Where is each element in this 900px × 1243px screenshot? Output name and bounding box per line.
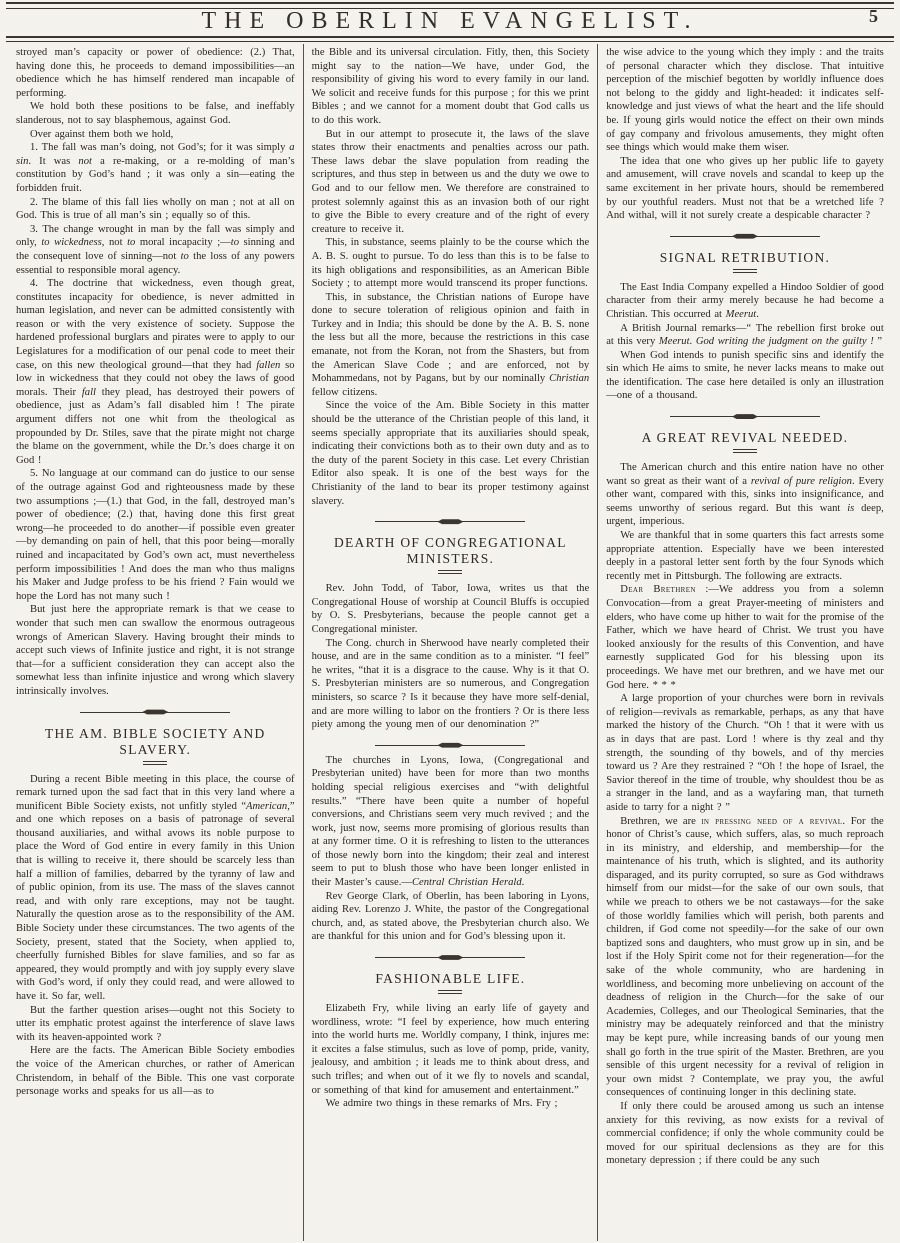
paragraph: If only there could be aroused among us such an intense anxiety for this reviving, as now exists for a revival of commercial confidence; if only the whole community could be moved for our spiritual declensions as they are for this monetary depression ; if there could be any such — [606, 1100, 884, 1167]
newspaper-title: THE OBERLIN EVANGELIST. — [201, 8, 699, 34]
page-number: 5 — [869, 6, 878, 26]
section-divider-rule — [80, 708, 230, 717]
paragraph: Rev George Clark, of Oberlin, has been laboring in Lyons, aiding Rev. Lorenzo J. White, the pastor of the Congregational church, and, as stated above, the Presbyterian church also. We are thankful for this union and for God’s blessing upon it. — [311, 890, 590, 943]
heading-underline-rule — [438, 570, 462, 574]
divider-ornament-icon — [142, 709, 168, 715]
heading-underline-rule — [733, 269, 757, 273]
paragraph: We admire two things in these remarks of Mrs. Fry ; — [325, 1098, 558, 1110]
article-heading: THE AM. BIBLE SOCIETY AND SLAVERY. — [44, 725, 266, 757]
column-container — [8, 44, 892, 1241]
paragraph: During a recent Bible meeting in this place, the course of remark turned upon the sad fact that in this very land where a munificent Bible Society exists, not unfitly styled “American,” and one which reposes on a basis of patronage of several thousand auxiliaries, and withal avows its noble purpose to place the Word of God entire in every family in this Union that is willing to receive it, there should be scarcely less than half a million of families, debarred by the tyranny of law and of public opinion, from its use. The mass of the slaves cannot read, and with only rare exceptions, may not be taught. Naturally the question arose as to the responsibility of the AM. Bible Society under these circumstances. The two agents of the Society, present, stated that the Society, when applied to, cheerfully furnished Bibles for slave families, and so far as appeared, they would promptly and with joy supply every slave with God’s word, if only they could read, and were allowed to have it. So far, well. — [16, 773, 295, 1002]
paragraph: Here are the facts. The American Bible Society embodies the voice of the American churches, or rather of American Christendom, in behalf of the Bible. This one vast corporate personage works and speaks for us all—as to — [16, 1045, 295, 1098]
heading-underline-rule — [143, 761, 167, 765]
masthead-bottom-rule — [6, 36, 894, 42]
section-divider-rule — [670, 412, 820, 421]
article-heading: FASHIONABLE LIFE. — [375, 971, 526, 987]
paragraph: When God intends to punish specific sins and identify the sin which He aims to smite, he never lacks means to make out the identification. The case here detailed is only an illustration—one of a thousand. — [606, 349, 884, 402]
paragraph: A large proportion of your churches were born in revivals of religion—revivals as remarkable, perhaps, as any that have marked the history of the Church. “Oh ! that it were with us as in days that are past. Lord ! where is thy zeal and thy strength, the sounding of thy bowels, and of thy mercies toward us ? Are they restrained ? “Oh ! the hope of Israel, the Savior thereof in the time of trouble, why shouldest thou be as a stranger in the land, and as a wayfaring man, that turneth aside to tarry for a night ? ” — [606, 693, 884, 813]
paragraph: 3. The change wrought in man by the fall was simply and only, to wickedness, not to moral incapacity ;—to sinning and the consequent love of sinning—not to the loss of any powers essential to responsible moral agency. — [16, 223, 295, 276]
paragraph: But the farther question arises—ought not this Society to utter its emphatic protest against the interference of slave laws with its heaven-appointed work ? — [16, 1004, 295, 1043]
paragraph: We are thankful that in some quarters this fact arrests some appropriate attention. Especially have we been interested deeply in a pastoral letter sent forth by the four Synods which recently met in Pittsburgh. The following are extracts. — [606, 530, 884, 582]
heading-underline-rule — [733, 449, 757, 453]
paragraph: But in our attempt to prosecute it, the laws of the slave states throw their enactments and penalties across our path. These laws debar the slave population from reading the scriptures, and thus step in between us and the duty we owe to God and to our fellow men. We therefore are constrained to protest solemnly against this as an invasion both of our right to give the Bible to every creature and of the right of every creature to receive it. — [311, 128, 590, 235]
column-1 — [8, 44, 303, 1241]
paragraph: The American church and this entire nation have no other want so great as their want of a revival of pure religion. Every other want, compared with this, sinks into insignificance, and seems unworthy of serious regard. But this want is deep, urgent, imperious. — [606, 462, 884, 528]
divider-ornament-icon — [732, 233, 758, 239]
section-divider-rule — [375, 741, 525, 750]
article-heading: SIGNAL RETRIBUTION. — [659, 249, 831, 265]
divider-ornament-icon — [437, 519, 463, 525]
paragraph: The East India Company expelled a Hindoo Soldier of good character from their army merely because he had become a Christian. This occurred at Meerut. — [606, 281, 884, 320]
masthead — [0, 8, 900, 36]
heading-underline-rule — [438, 990, 462, 994]
divider-ornament-icon — [732, 414, 758, 420]
paragraph: 1. The fall was man’s doing, not God’s; for it was simply a sin. It was not a re-making, or a re-molding of man’s constitution by God’s hand ; it was only a sin—eating the forbidden fruit. — [16, 142, 295, 194]
paragraph: the wise advice to the young which they imply : and the traits of personal character which they disclose. That intuitive perception of the mischief begotten by worldly influence does not belong to the giddy and light-headed: it indicates self-knowledge and just views of what the heart and the life should be. If young girls would notice the effect on their own minds of gay company and frivolous amusements, they might often see things which would make them wiser. — [606, 47, 884, 154]
divider-ornament-icon — [437, 742, 463, 748]
section-divider-rule — [375, 953, 525, 962]
paragraph: Since the voice of the Am. Bible Society in this matter should be the utterance of the Christian people of this land, it seems specially appropriate that its auxiliaries should speak, indicating their convictions both as to their own duty and as to the duty of the parent Society in this case. Let every Christian Editor also speak. It is one of the best ways for the Christianity of the land to bear its proper testimony against slavery. — [311, 400, 590, 507]
column-3 — [597, 44, 892, 1241]
paragraph: 4. The doctrine that wickedness, even though great, constitutes incapacity for obedience, is never admitted in human legislation, and never can be admitted consistently with reason or with the very existence of society. Suppose the hardened professional burglars and pirates were to apply to our Legislatures for a modification of our penal code to meet their case, on this new theological ground—that they had fallen so low in wickedness that they could not obey the laws of good morals. Their fall they plead, has destroyed their powers of obedience, just as Adam’s fall disabled him ! The pirate argument differs not one whit from the theological as propounded by Dr. Stiles, save that the pirate might not charge the blame on the government, while the Dr.’s does charge it on God ! — [16, 278, 295, 466]
paragraph: We hold both these positions to be false, and ineffably slanderous, not to say blasphemous, against God. — [16, 101, 295, 126]
section-divider-rule — [375, 517, 525, 526]
section-divider-rule — [670, 232, 820, 241]
paragraph: This, in substance, seems plainly to be the course which the A. B. S. ought to pursue. To do less than this is to be false to its high obligations and responsibilities, as an American Bible Society ; to attempt more would transcend its proper functions. — [311, 237, 590, 290]
article-heading: DEARTH OF CONGREGATIONAL MINISTERS. — [333, 535, 567, 567]
paragraph: Brethren, we are in pressing need of a revival. For the honor of Christ’s cause, which suffers, alas, so much reproach in its ministry, and eldership, and membership—for the maintenance of his truth, which is slighted, and its authority disparaged, and its purity corrupted, so sure as God withdraws himself from our midst—for the sake of our own souls, that while we preach to others we be not castaways—for the sake of those worldly families which will perish, both parents and children, if God come not speedily—for the sake of our own baptized sons and daughters, who must grow up in sin, and be lost if the Holy Spirit come not for their regeneration—for the sake of the whole community, who are hardening in worldliness, and becoming more unbelieving on account of the deadness of religion in the Church—for the sake of our Academies, Colleges, and our Theological Seminaries, that the ministry may be adequately reinforced and that the ministry may be kept pure, while increasing bands of our young men shall go forth in the true spirit of the Master. Brethren, are you sensible of this urgent necessity for a revival of religion in your own midst ? Contemplate, we pray you, the awful consequences of continuing longer in this declining state. — [606, 815, 884, 1099]
paragraph: 5. No language at our command can do justice to our sense of the outrage against God and righteousness made by these two assumptions ;—(1.) that God, in the fall, destroyed man’s power of obedience; (2.) that, having done this first great wrong—he proceeded to do another—if possible even greater—by demanding on pain of hell, that this poor being—morally ruined and incapacitated by God’s own act, must nevertheless perform impossibilities ! And does the man who thus maligns his Maker and Judge profess to be his friend ? Fain would we hope the Lord has not many such ! — [16, 468, 295, 602]
paragraph: But just here the appropriate remark is that we cease to wonder that such men can swallow the enormous outrageous wrongs of American Slavery. Having brought their minds to accept such views of Infinite justice and right, it is not strange that—for a sufficient consideration they can accept also the somewhat less than infinite injustice and wrong which slavery intrinsically involves. — [16, 604, 295, 697]
paragraph: The churches in Lyons, Iowa, (Congregational and Presbyterian united) have been for more than two months holding special religious exercises and “with delightful results.” “There have been quite a number of hopeful conversions, and Christians seem very much revived ; and the work, just now, seems more promising of glorious results than at any former time. O it is refreshing to listen to the utterances of those newly born into the kingdom; their zeal and interest seem to put to blush those who have been longer enlisted in their Master’s cause.—Central Christian Herald. — [311, 754, 590, 889]
paragraph: The Cong. church in Sherwood have nearly completed their house, and are in the same condition as to a minister. “I feel” he writes, “that it is a disgrace to the cause. Why is it that O. S. Presbyterian ministers are so numerous, and Congregation ministers, so scarce ? Is it because they have more self-denial, and are more willing to labor on the frontiers ? Or is there less piety among the young men of our denomination ?” — [311, 637, 590, 731]
paragraph: Elizabeth Fry, while living an early life of gayety and wordliness, wrote: “I feel by experience, how much entering into the world hurts me. Worldly company, I think, injures me: it excites a false stimulus, such as love of pomp, pride, vanity, jealousy, and ambition ; it leads me to think about dress, and such trifles; and when out of it we fly to novels and scandal, or something of that kind for amusement and entertainment.” — [311, 1003, 590, 1096]
paragraph: This, in substance, the Christian nations of Europe have done to secure toleration of religious opinion and faith in Turkey and in India; this should be done by the A. B. S. none the less but all the more, because the restrictions in this case emanate, not from the Koran, not from the Shasters, but from the American Slave Code ; and are enforced, not by Mohammedans, not by Pagans, but by our nominally Christian fellow citizens. — [311, 291, 590, 398]
paragraph: the Bible and its universal circulation. Fitly, then, this Society might say to the nation—We have, under God, the responsibility of giving his word to every family in our land. We solicit and receive funds for this purpose ; for this we print Bibles ; and we cannot for a moment doubt that God calls us to do this work. — [311, 47, 590, 126]
paragraph: Dear Brethren :—We address you from a solemn Convocation—from a great Prayer-meeting of ministers and elders, who have come up hither to wait for the promise of the Father, which we have heard of Christ. We trust you have looked anxiously for the results of this Convention, and have earnestly supplicated God for his blessing upon its proceedings. We have met our brethren, and we have met our God here. * * * — [606, 584, 884, 691]
column-2 — [303, 44, 598, 1241]
paragraph: Over against them both we hold, — [30, 128, 174, 140]
paragraph: 2. The blame of this fall lies wholly on man ; not at all on God. This is true of all man’s sin ; equally so of this. — [16, 196, 295, 222]
article-heading: A GREAT REVIVAL NEEDED. — [641, 430, 849, 446]
paragraph: stroyed man’s capacity or power of obedience: (2.) That, having done this, he proceeds to demand impossibilities—an obedience which he has himself rendered man incapable of performing. — [16, 47, 295, 99]
paragraph: The idea that one who gives up her public life to gayety and amusement, will crave novels and scandal to keep up the same excitement in her private hours, should be remembered by our youthful readers. Must not that be a wretched life ? And withal, will it not surely create a despicable character ? — [606, 155, 884, 222]
paragraph: Rev. John Todd, of Tabor, Iowa, writes us that the Congregational House of worship at Council Bluffs is occupied by O. S. Presbyterians, because the people cannot get a Congregational minister. — [311, 583, 590, 635]
paragraph: A British Journal remarks—“ The rebellion first broke out at this very Meerut. God writing the judgment on the guilty ! ” — [606, 322, 884, 348]
divider-ornament-icon — [437, 955, 463, 961]
